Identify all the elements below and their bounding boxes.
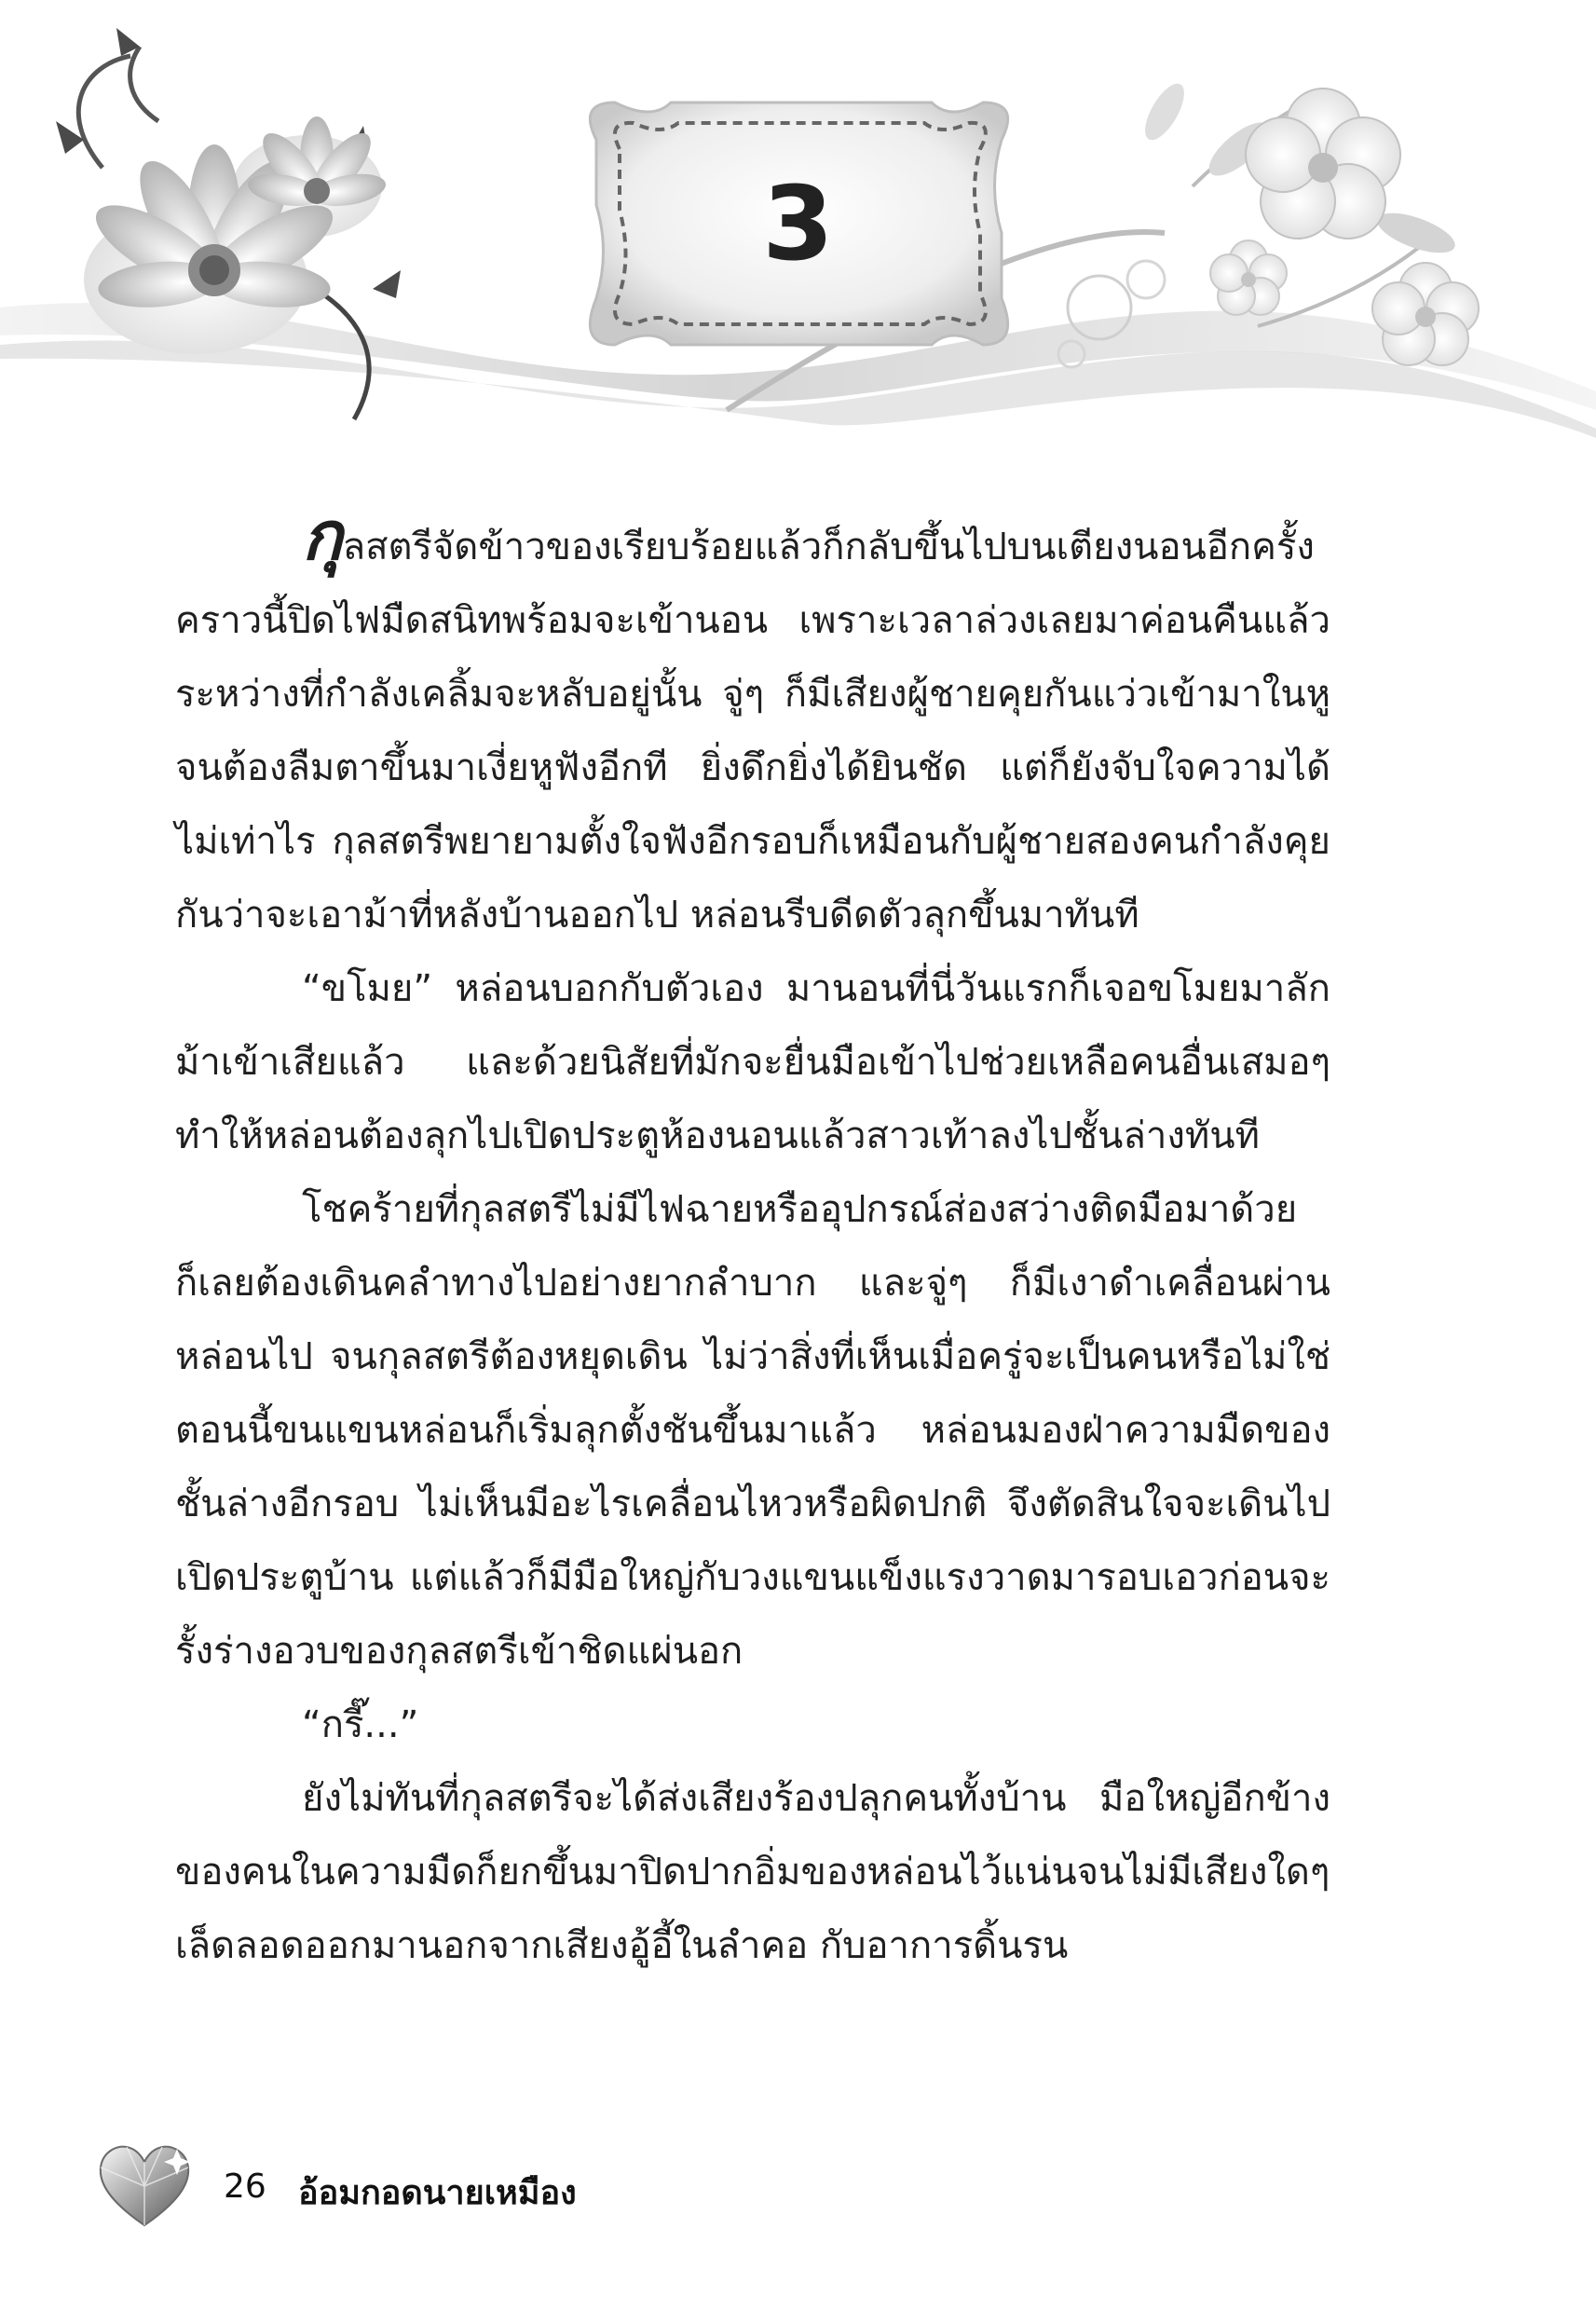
page-number: 26 [224,2167,266,2206]
paragraph-4: “กรี๊...” [302,1703,419,1746]
paragraph-1-text: ลสตรีจัดข้าวของเรียบร้อยแล้วก็กลับขึ้นไปบนเตียงนอนอีกครั้ง คราวนี้ปิดไฟมืดสนิทพร้อมจะเข้านอน เพราะเวลาล่วงเลยมาค่อนคืนแล้ว ระหว่างที่กำลังเคลิ้มจะหลับอยู่นั้น จู่ๆ ก็มีเสียงผู้ชายคุยกันแว่วเข้ามาในหู จนต้องลืมตาขึ้นมาเงี่ยหูฟังอีกที ยิ่งดึกยิ่งได้ยินชัด แต่ก็ยังจับใจความได้ไม่เท่าไร กุลสตรีพยายามตั้งใจฟังอีกรอบก็เหมือนกับผู้ชายสองคนกำลังคุยกันว่าจะเอาม้าที่หลังบ้านออกไป หล่อนรีบดีดตัวลุกขึ้นมาทันที [175,526,1330,937]
book-title: อ้อมกอดนายเหมือง [298,2174,577,2212]
paragraph-3: โชคร้ายที่กุลสตรีไม่มีไฟฉายหรืออุปกรณ์ส่องสว่างติดมือมาด้วย ก็เลยต้องเดินคลำทางไปอย่างยากลำบาก และจู่ๆ ก็มีเงาดำเคลื่อนผ่านหล่อนไป จนกุลสตรีต้องหยุดเดิน ไม่ว่าสิ่งที่เห็นเมื่อครู่จะเป็นคนหรือไม่ใช่ ตอนนี้ขนแขนหล่อนก็เริ่มลุกตั้งชันขึ้นมาแล้ว หล่อนมองฝ่าความมืดของชั้นล่างอีกรอบ ไม่เห็นมีอะไรเคลื่อนไหวหรือผิดปกติ จึงตัดสินใจจะเดินไปเปิดประตูบ้าน แต่แล้วก็มีมือใหญ่กับวงแขนแข็งแรงวาดมารอบเอวก่อนจะรั้งร่างอวบของกุลสตรีเข้าชิดแผ่นอก [175,1188,1330,1673]
heart-gem-icon [93,2140,196,2233]
paragraph-2: “ขโมย” หล่อนบอกกับตัวเอง มานอนที่นี่วันแรกก็เจอขโมยมาลักม้าเข้าเสียแล้ว และด้วยนิสัยที่มักจะยื่นมือเข้าไปช่วยเหลือคนอื่นเสมอๆ ทำให้หล่อนต้องลุกไปเปิดประตูห้องนอนแล้วสาวเท้าลงไปชั้นล่างทันที [175,967,1330,1157]
page-footer [93,2140,745,2233]
drop-cap-letter: กุ [302,497,343,575]
chapter-number: 3 [762,164,834,283]
paragraph-5: ยังไม่ทันที่กุลสตรีจะได้ส่งเสียงร้องปลุกคนทั้งบ้าน มือใหญ่อีกข้างของคนในความมืดก็ยกขึ้นมาปิดปากอิ่มของหล่อนไว้แน่นจนไม่มีเสียงใดๆ เล็ดลอดออกมานอกจากเสียงอู้อี้ในลำคอ กับอาการดิ้นรน [175,1777,1330,1967]
paragraph-1 [175,497,1330,952]
chapter-body-text [175,497,1330,1983]
